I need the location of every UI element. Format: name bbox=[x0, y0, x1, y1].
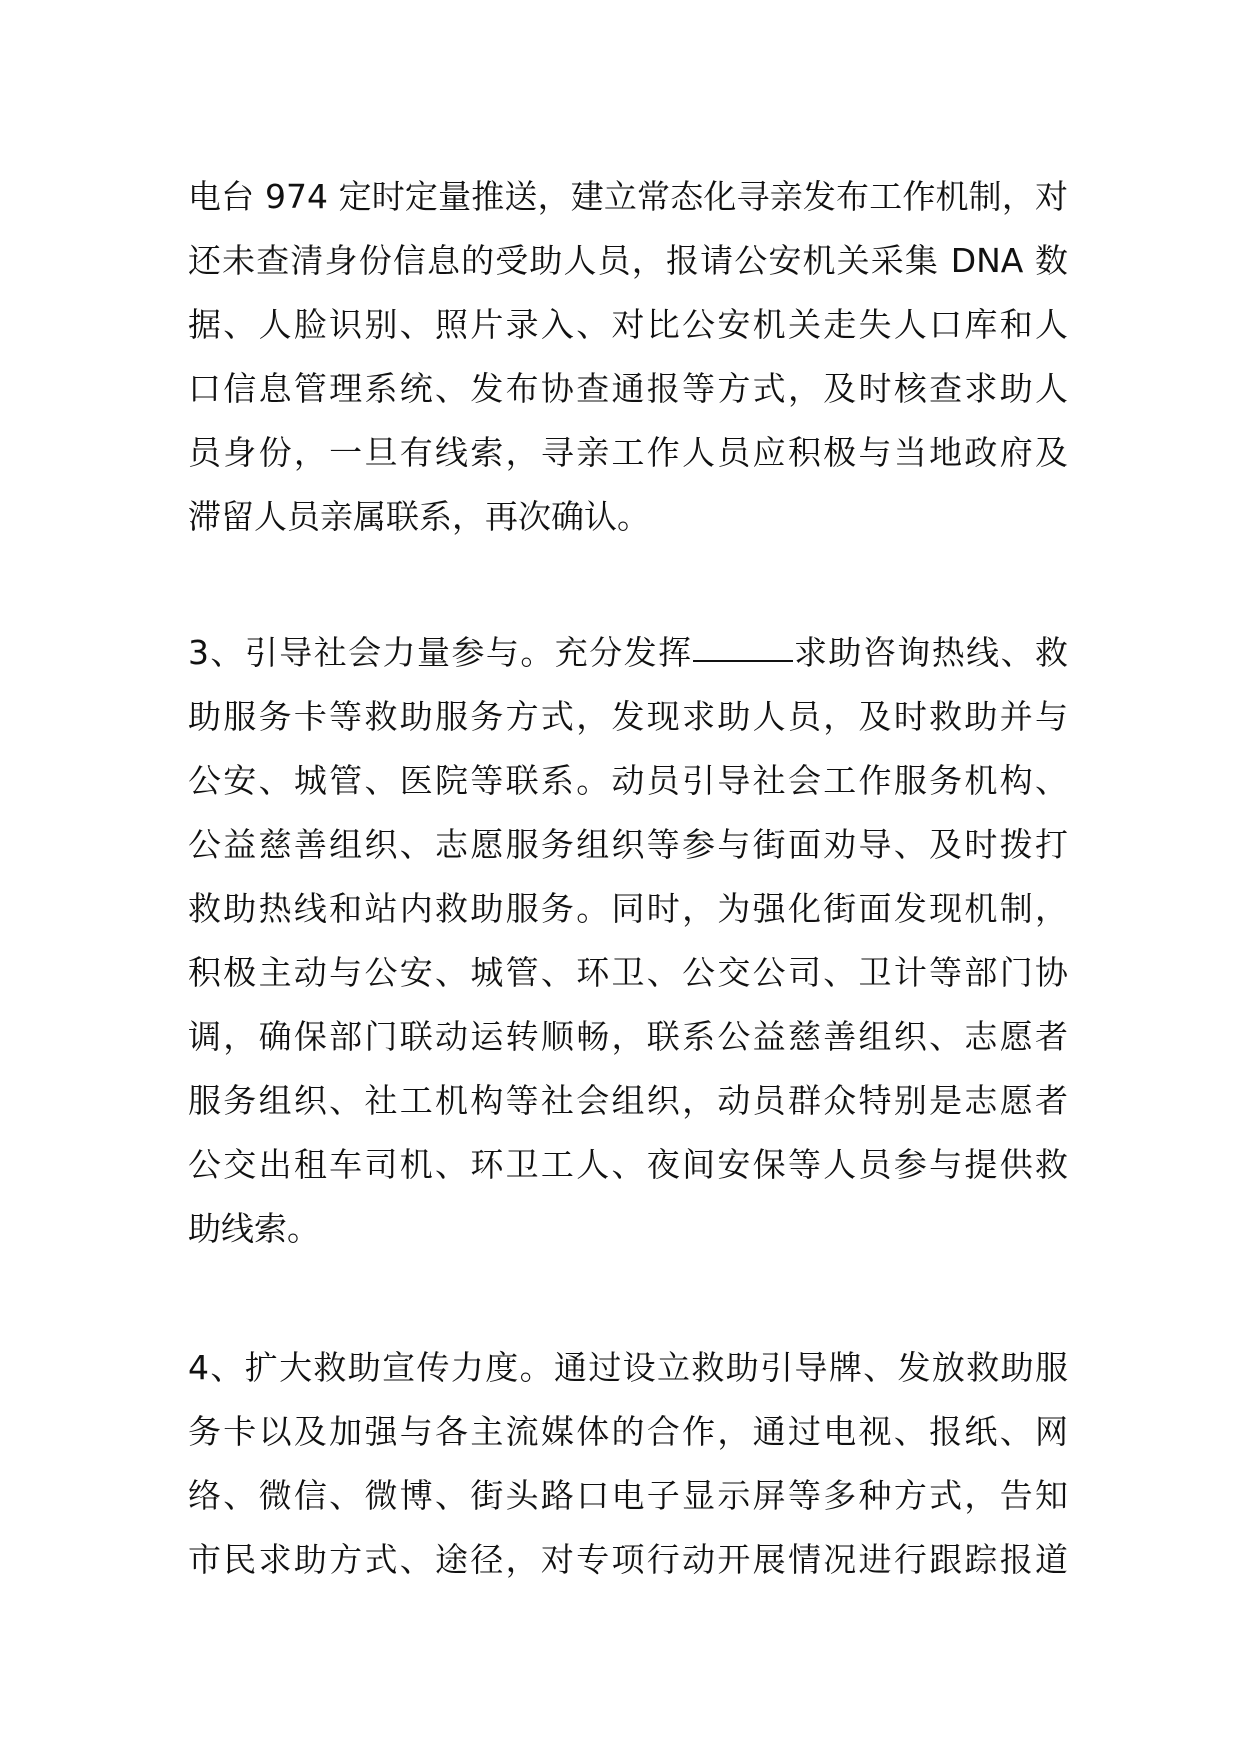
text-line: 公交出租车司机、环卫工人、夜间安保等人员参与提供救 bbox=[188, 1145, 1068, 1184]
text-line: 员身份，一旦有线索，寻亲工作人员应积极与当地政府及 bbox=[188, 433, 1068, 472]
paragraph-continuation bbox=[188, 165, 1068, 549]
text-line: 还未查清身份信息的受助人员，报请公安机关采集 DNA 数 bbox=[188, 241, 1068, 280]
text-line: 口信息管理系统、发布协查通报等方式，及时核查求助人 bbox=[188, 369, 1068, 408]
fill-in-blank bbox=[693, 630, 793, 662]
text-line: 公益慈善组织、志愿服务组织等参与街面劝导、及时拨打 bbox=[188, 825, 1068, 864]
text-segment: 求助咨询热线、救 bbox=[792, 633, 1069, 672]
text-line: 4、扩大救助宣传力度。通过设立救助引导牌、发放救助服 bbox=[188, 1348, 1068, 1387]
text-line: 助服务卡等救助服务方式，发现求助人员，及时救助并与 bbox=[188, 697, 1068, 736]
text-line: 据、人脸识别、照片录入、对比公安机关走失人口库和人 bbox=[188, 305, 1068, 344]
text-segment: 3、引导社会力量参与。充分发挥 bbox=[188, 633, 693, 672]
paragraph-item-3 bbox=[188, 621, 1068, 1261]
text-line: 市民求助方式、途径，对专项行动开展情况进行跟踪报道 bbox=[188, 1540, 1068, 1579]
text-line: 助线索。 bbox=[188, 1209, 320, 1248]
text-line: 络、微信、微博、街头路口电子显示屏等多种方式，告知 bbox=[188, 1476, 1068, 1515]
paragraph-item-4 bbox=[188, 1336, 1068, 1592]
text-line: 滞留人员亲属联系，再次确认。 bbox=[188, 497, 650, 536]
text-line: 电台 974 定时定量推送，建立常态化寻亲发布工作机制，对 bbox=[188, 177, 1068, 216]
text-line: 救助热线和站内救助服务。同时，为强化街面发现机制， bbox=[188, 889, 1068, 928]
text-line: 积极主动与公安、城管、环卫、公交公司、卫计等部门协 bbox=[188, 953, 1068, 992]
text-line bbox=[188, 621, 1068, 685]
text-line: 公安、城管、医院等联系。动员引导社会工作服务机构、 bbox=[188, 761, 1068, 800]
text-line: 服务组织、社工机构等社会组织，动员群众特别是志愿者 bbox=[188, 1081, 1068, 1120]
text-line: 调，确保部门联动运转顺畅，联系公益慈善组织、志愿者 bbox=[188, 1017, 1068, 1056]
text-line: 务卡以及加强与各主流媒体的合作，通过电视、报纸、网 bbox=[188, 1412, 1068, 1451]
